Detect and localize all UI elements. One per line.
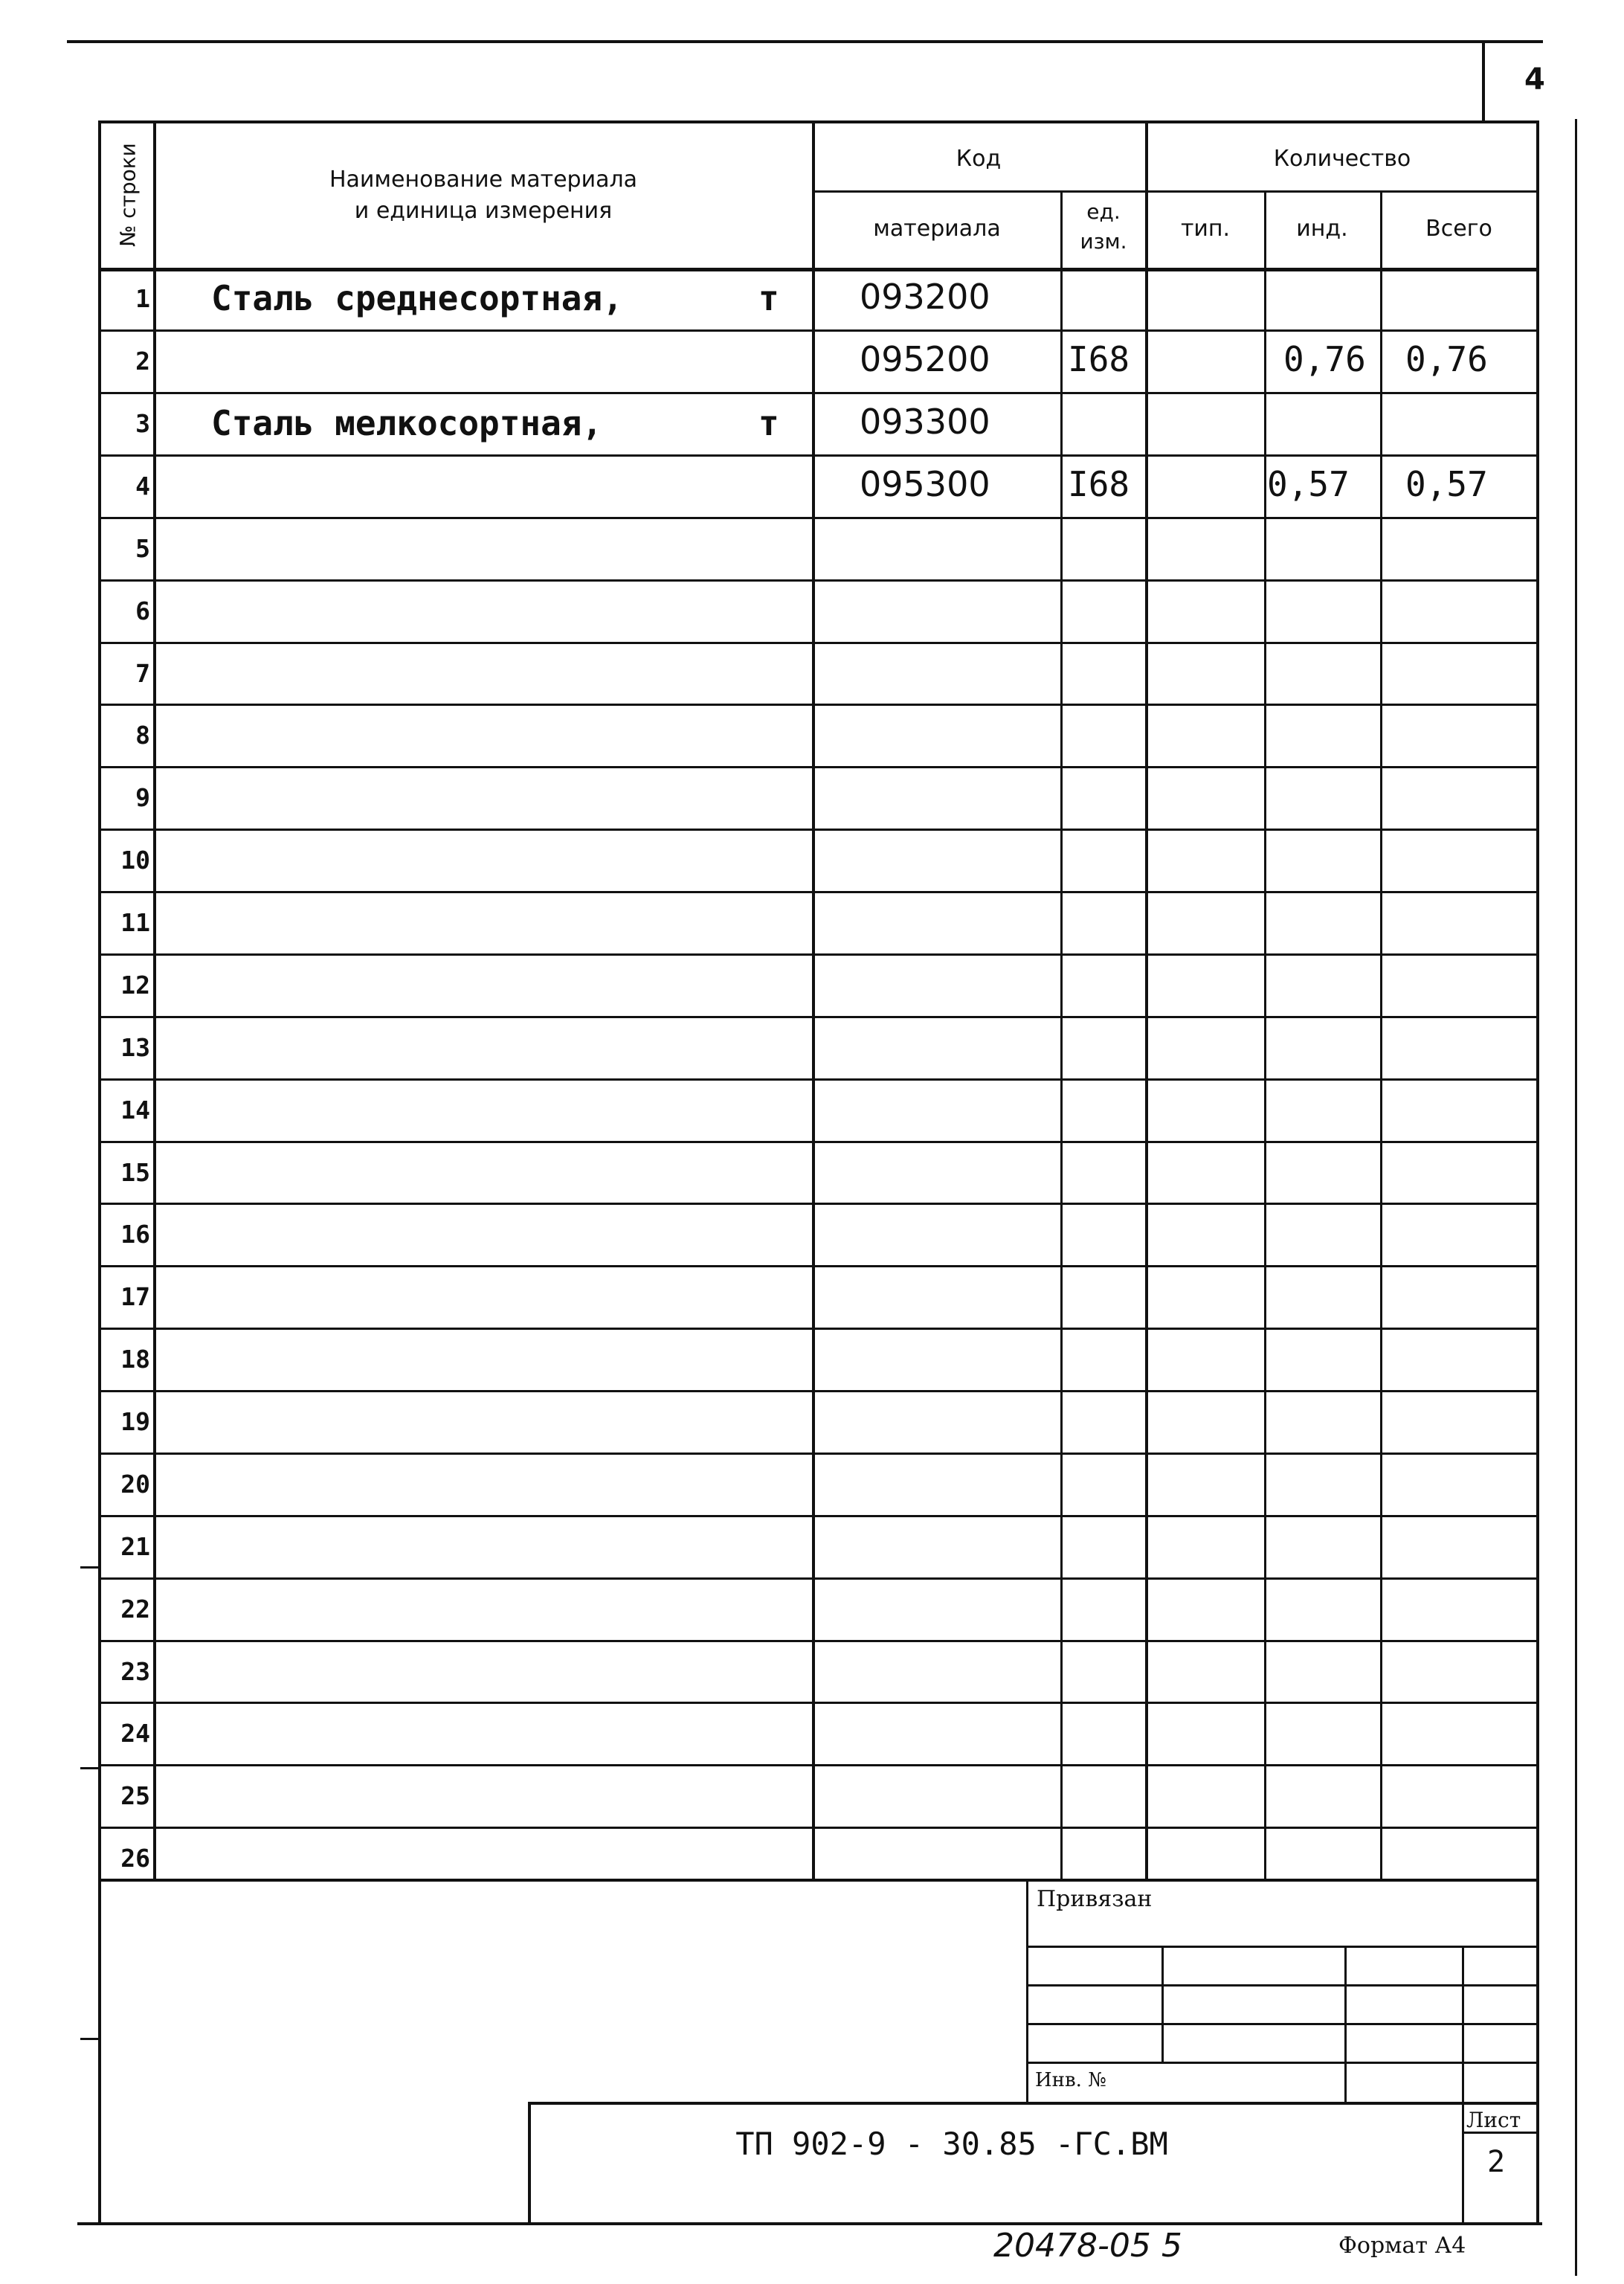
row-number: 2: [135, 347, 150, 376]
frame-bottom-line: [77, 2222, 1542, 2225]
row-number: 6: [135, 596, 150, 625]
row-line: [98, 1203, 1539, 1205]
material-code: 093300: [860, 402, 990, 442]
row-line: [98, 329, 1539, 332]
table-right-line: [1536, 120, 1539, 1880]
material-code: 095300: [860, 464, 990, 504]
unit-code: I68: [1068, 339, 1130, 379]
row-number: 10: [120, 846, 150, 875]
title-right-line: [1536, 1880, 1539, 2224]
row-number: 24: [120, 1719, 150, 1748]
material-code: 093200: [860, 277, 990, 317]
title-col: [1462, 1947, 1464, 2224]
row-line: [98, 1265, 1539, 1267]
row-line: [98, 1141, 1539, 1143]
material-name: Сталь мелкосортная,: [211, 403, 603, 443]
stamp-top-line: [528, 2102, 1539, 2105]
sheet-number-box-left: [1482, 43, 1485, 120]
col-line-code: [812, 120, 815, 1880]
row-line: [98, 517, 1539, 519]
material-unit: т: [758, 403, 779, 443]
row-line: [98, 891, 1539, 893]
header-row-number: № строки: [115, 143, 141, 247]
sheet-number: 2: [1487, 2145, 1506, 2179]
title-col: [1161, 1947, 1164, 2063]
format-label: Формат А4: [1338, 2233, 1466, 2259]
qty-ind: 0,57: [1267, 464, 1350, 504]
header-quantity: Количество: [1273, 146, 1411, 172]
attached-label: Привязан: [1037, 1886, 1153, 1912]
row-line: [98, 1577, 1539, 1580]
row-line: [98, 1640, 1539, 1642]
row-number: 3: [135, 409, 150, 438]
row-number: 19: [120, 1407, 150, 1436]
header-qty-total: Всего: [1425, 216, 1492, 242]
row-number: 25: [120, 1781, 150, 1810]
row-number: 23: [120, 1657, 150, 1686]
material-code: 095200: [860, 339, 990, 379]
row-line: [98, 704, 1539, 706]
row-number: 17: [120, 1282, 150, 1311]
document-code: ТП 902-9 - 30.85 -ГС.ВМ: [735, 2126, 1168, 2162]
row-line: [98, 392, 1539, 394]
row-line: [98, 579, 1539, 582]
col-line-total: [1380, 190, 1382, 1880]
stamp-left-line: [528, 2102, 531, 2224]
row-line: [98, 1702, 1539, 1704]
handwritten-number: 20478-05 5: [993, 2227, 1182, 2265]
header-mid-line: [812, 190, 1539, 193]
sheet-label: Лист: [1466, 2108, 1521, 2132]
header-unit-line1: ед.: [1086, 199, 1121, 224]
qty-total: 0,76: [1405, 339, 1488, 379]
header-name-line2: и единица измерения: [354, 198, 613, 224]
row-number: 9: [135, 783, 150, 812]
right-margin-line: [1575, 119, 1577, 2276]
header-qty-type: тип.: [1180, 216, 1231, 242]
row-number: 12: [120, 971, 150, 1000]
table-bottom-line: [98, 1879, 1539, 1882]
row-number: 18: [120, 1345, 150, 1374]
row-line: [98, 766, 1539, 768]
row-number: 16: [120, 1220, 150, 1249]
row-number: 13: [120, 1033, 150, 1062]
row-line: [98, 953, 1539, 956]
row-line: [98, 1515, 1539, 1517]
row-number: 20: [120, 1470, 150, 1499]
row-number: 26: [120, 1844, 150, 1873]
header-material-code: материала: [873, 216, 1001, 242]
row-line: [98, 1016, 1539, 1018]
sheet-corner-number: 4: [1524, 62, 1545, 97]
row-number: 21: [120, 1532, 150, 1561]
row-number: 4: [135, 472, 150, 501]
row-number: 7: [135, 659, 150, 688]
title-col: [1344, 1947, 1347, 2103]
qty-total: 0,57: [1405, 464, 1488, 504]
material-unit: т: [758, 278, 779, 318]
row-line: [98, 829, 1539, 831]
row-line: [98, 1078, 1539, 1081]
header-unit-line2: изм.: [1080, 229, 1127, 254]
unit-code: I68: [1068, 464, 1130, 504]
row-number: 8: [135, 721, 150, 750]
header-code: Код: [956, 146, 1002, 172]
row-line: [98, 1453, 1539, 1455]
material-name: Сталь среднесортная,: [211, 278, 623, 318]
row-line: [98, 1764, 1539, 1766]
row-number: 5: [135, 534, 150, 563]
row-line: [98, 642, 1539, 644]
row-number: 22: [120, 1595, 150, 1624]
col-line-rownum: [153, 120, 156, 1880]
qty-ind: 0,76: [1283, 339, 1366, 379]
row-line: [98, 1390, 1539, 1392]
row-number: 1: [135, 284, 150, 313]
title-attached-left: [1026, 1880, 1028, 2103]
row-number: 11: [120, 908, 150, 937]
inv-number-label: Инв. №: [1035, 2069, 1106, 2091]
col-line-ind: [1264, 190, 1266, 1880]
header-qty-ind: инд.: [1296, 216, 1348, 242]
row-line: [98, 454, 1539, 457]
header-name-line1: Наименование материала: [329, 167, 638, 193]
row-line: [98, 1328, 1539, 1330]
col-line-qty: [1145, 120, 1148, 1880]
row-number: 14: [120, 1096, 150, 1125]
col-line-unit: [1060, 190, 1063, 1880]
table-top-line: [98, 120, 1539, 123]
top-border-line: [67, 40, 1543, 43]
row-line: [98, 1827, 1539, 1829]
header-bottom-line: [98, 268, 1539, 271]
row-number: 15: [120, 1158, 150, 1187]
